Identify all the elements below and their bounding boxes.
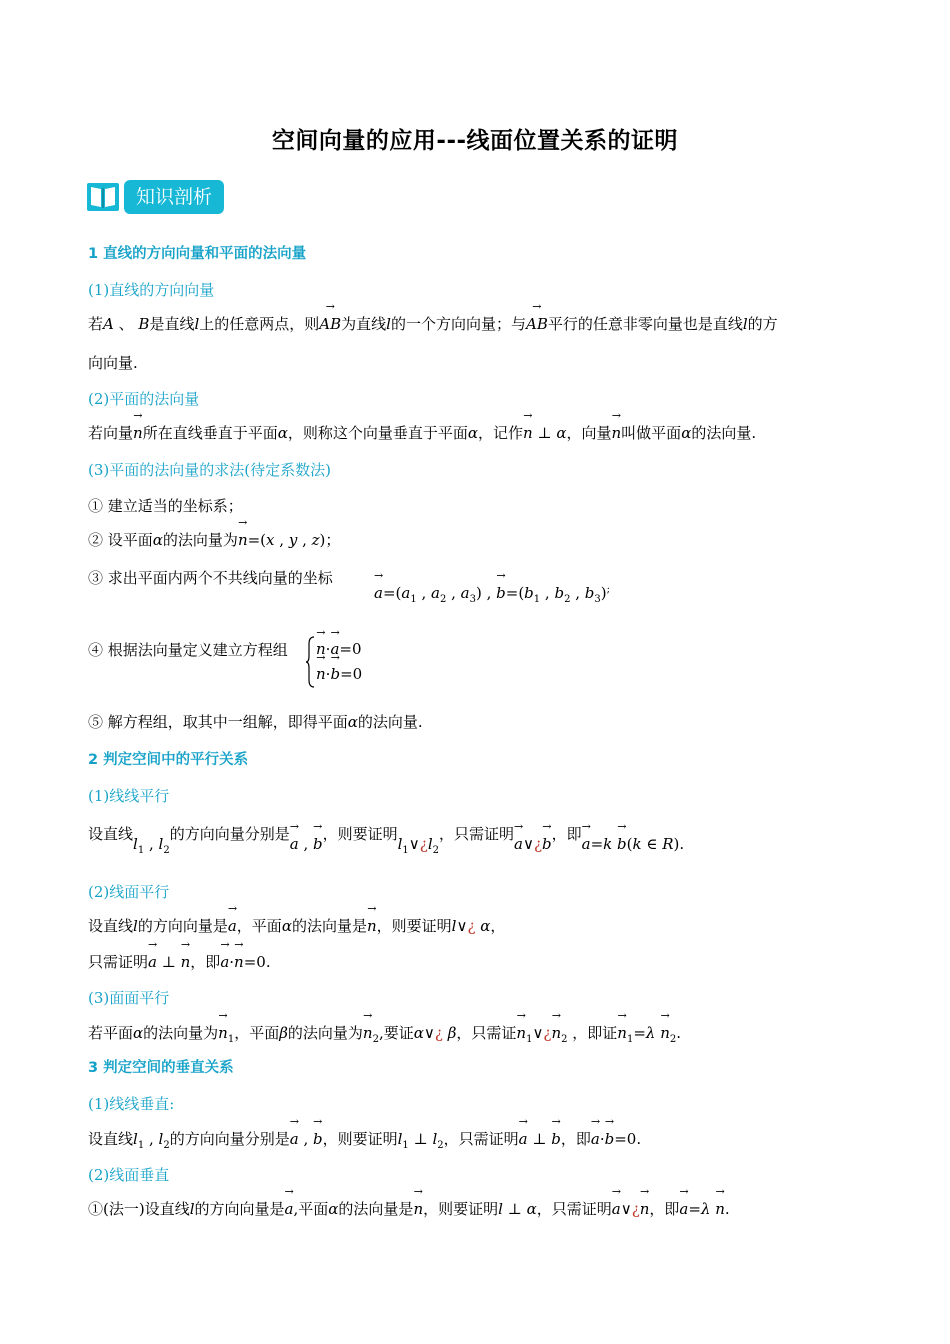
section-banner [86,178,224,216]
step-item: ① 建立适当的坐标系； [88,497,243,515]
step-item: ④ 根据法向量定义建立方程组 [88,641,288,659]
paragraph: ①(法一)设直线l的方向向量是→ a,平面α的法向量是→ n，则要证明l ⊥ α，只需证明→ a∨¿→ n，即→ a=λ → n. [88,1197,730,1221]
math-expression: → $a=(a_1$ , $a_2$ , $a_3$) , → $b=(b_1$ , $b_2$ , $b_3)^;$ [374,578,610,612]
subheading: (1)线线平行 [88,787,170,805]
subheading: (1)直线的方向向量 [88,281,215,299]
paragraph: 设直线l的方向向量是→ a，平面α的法向量是→ n，则要证明l∨¿ α， [88,914,505,938]
subheading: (3)平面的法向量的求法(待定系数法) [88,461,331,479]
section-heading: 3 判定空间的垂直关系 [88,1060,234,1076]
paragraph: 若平面α的法向量为→ $n_1$，平面β的法向量为→ $n_2$,要证α∨¿ β，只需证→ $n_1\vee¿\to n_2$ ，即证→ $n_1=\lambda \to n_2$. [88,1021,681,1052]
page-title: 空间向量的应用---线面位置关系的证明 [271,128,679,154]
paragraph: 设直线$l_1$ , $l_2$的方向向量分别是→ a , → b，则要证明$l_1\vee¿l_2$，只需证明→ a∨¿→ b，即→ a=k → b(k ∈ R). [88,822,684,853]
step-item: ② 设平面α的法向量为→ n=(x , y , z)； [88,528,340,552]
subheading: (1)线线垂直: [88,1095,175,1113]
equation-system: → n·→ a=0 → n·→ b=0 [306,636,376,688]
paragraph: 设直线$l_1$ , $l_2$的方向向量分别是→ a , → b，则要证明$l_1$ ⊥ $l_2$，只需证明→ a ⊥ → b，即→ a·→ b=0. [88,1127,641,1158]
section-heading: 1 直线的方向向量和平面的法向量 [88,246,307,262]
step-item: ③ 求出平面内两个不共线向量的坐标 [88,569,333,587]
subheading: (3)面面平行 [88,989,170,1007]
step-item: ⑤ 解方程组，取其中一组解，即得平面α的法向量. [88,713,423,731]
banner-label: 知识剖析 [124,180,224,214]
subheading: (2)线面垂直 [88,1166,170,1184]
paragraph: 若A 、 B是直线l上的任意两点，则→ AB为直线l的一个方向向量；与→ AB平行的任意非零向量也是直线l的方 [88,312,778,336]
book-icon [86,180,120,214]
subheading: (2)平面的法向量 [88,390,200,408]
section-heading: 2 判定空间中的平行关系 [88,752,249,768]
paragraph: 向向量. [88,354,138,372]
subheading: (2)线面平行 [88,883,170,901]
paragraph: 只需证明→ a ⊥ → n，即→ a·→ n=0. [88,950,271,974]
paragraph: 若向量→ n所在直线垂直于平面α，则称这个向量垂直于平面α，记作→ n ⊥ α，向量→ n叫做平面α的法向量. [88,421,756,445]
brace-icon [306,636,316,688]
